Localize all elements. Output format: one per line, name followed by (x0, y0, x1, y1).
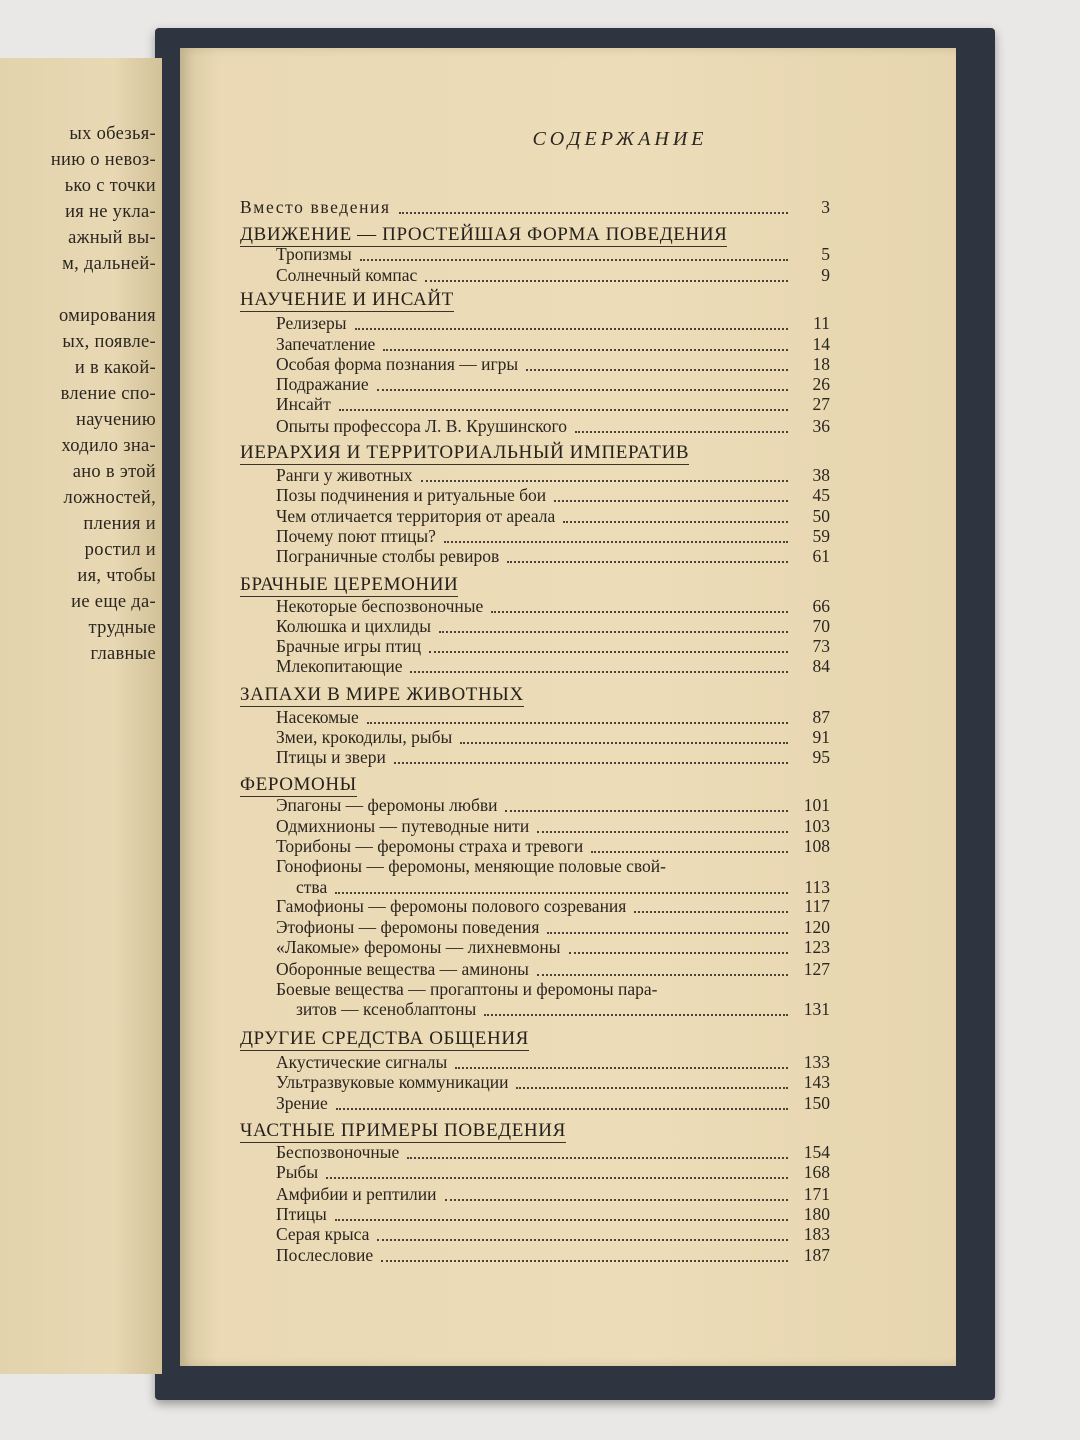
toc-page-number: 113 (804, 877, 830, 897)
toc-dot-leader (399, 192, 788, 214)
toc-entry-title: Ультразвуковые коммуникации (276, 1072, 509, 1092)
toc-page-number: 9 (821, 265, 830, 285)
toc-dot-leader (460, 722, 788, 744)
toc-entry-title: Млекопитающие (276, 656, 403, 676)
toc-page-number: 187 (803, 1245, 830, 1265)
toc-page-number: 38 (812, 465, 830, 485)
left-page-line: пления и (83, 514, 156, 534)
toc-page-number: 168 (803, 1162, 830, 1182)
toc-page-number: 84 (812, 656, 830, 676)
toc-entry (0, 747, 1080, 769)
toc-dot-leader (563, 501, 788, 523)
toc-entry (0, 546, 1080, 568)
toc-entry-title: Некоторые беспозвоночные (276, 596, 484, 616)
toc-entry-title: Вместо введения (240, 197, 391, 217)
toc-section-heading (240, 574, 458, 596)
toc-dot-leader (383, 329, 788, 351)
toc-entry-title: Подражание (276, 374, 369, 394)
toc-page-number: 117 (804, 896, 830, 916)
toc-section-title: ИЕРАРХИЯ И ТЕРРИТОРИАЛЬНЫЙ ИМПЕРАТИВ (240, 442, 690, 463)
toc-page-number: 123 (803, 937, 830, 957)
left-page-line: трудные (88, 618, 156, 638)
toc-page-number: 180 (803, 1204, 830, 1224)
toc-entry-title: Торибоны — феромоны страха и тревоги (276, 836, 584, 856)
toc-entry-title: «Лакомые» феромоны — лихневмоны (276, 937, 561, 957)
toc-page-number: 66 (812, 596, 830, 616)
toc-entry (0, 656, 1080, 678)
toc-entry-title: Оборонные вещества — аминоны (276, 959, 529, 979)
toc-entry-title: Птицы и звери (276, 747, 386, 767)
toc-dot-leader (439, 611, 788, 633)
toc-page-number: 73 (812, 636, 830, 656)
toc-entry (0, 465, 1080, 487)
toc-entry-title: ства (296, 877, 328, 897)
toc-page-number: 14 (812, 334, 830, 354)
toc-dot-leader (355, 308, 788, 330)
toc-section-title: ЗАПАХИ В МИРЕ ЖИВОТНЫХ (240, 684, 524, 705)
toc-dot-leader (444, 521, 788, 543)
toc-dot-leader (554, 480, 788, 502)
toc-dot-leader (367, 702, 788, 724)
toc-dot-leader (526, 349, 788, 371)
toc-dot-leader (591, 831, 788, 853)
left-page-line: ано в этой (72, 462, 156, 482)
toc-entry-title: Беспозвоночные (276, 1142, 400, 1162)
toc-section-title: ДВИЖЕНИЕ — ПРОСТЕЙШАЯ ФОРМА ПОВЕДЕНИЯ (240, 224, 728, 245)
toc-entry-title: Брачные игры птиц (276, 636, 422, 656)
toc-page-number: 154 (803, 1142, 830, 1162)
toc-entry-title: Солнечный компас (276, 265, 418, 285)
toc-dot-leader (377, 1219, 788, 1241)
toc-entry-title: Инсайт (276, 394, 331, 414)
toc-page-number: 36 (812, 416, 830, 436)
toc-entry (0, 197, 1080, 219)
toc-dot-leader (455, 1047, 788, 1069)
left-page-line: ых обезья- (69, 124, 156, 144)
toc-page-number: 91 (812, 727, 830, 747)
toc-entry (0, 265, 1080, 287)
toc-entry-title: Амфибии и рептилии (276, 1184, 437, 1204)
toc-dot-leader (425, 260, 788, 282)
toc-entry-title: Птицы (276, 1204, 327, 1224)
toc-dot-leader (410, 651, 788, 673)
toc-dot-leader (360, 239, 788, 261)
toc-dot-leader (377, 369, 788, 391)
toc-entry-title: Насекомые (276, 707, 359, 727)
toc-page-number: 45 (812, 485, 830, 505)
toc-page-number: 127 (803, 959, 830, 979)
left-page-line: ия не укла- (65, 202, 156, 222)
toc-entry-title: Серая крыса (276, 1224, 370, 1244)
toc-title (0, 128, 1080, 151)
left-page-line: нию о невоз- (50, 150, 156, 170)
toc-dot-leader (484, 994, 788, 1016)
toc-dot-leader (394, 742, 788, 764)
toc-dot-leader (407, 1137, 788, 1159)
toc-dot-leader (537, 811, 788, 833)
toc-page-number: 103 (803, 816, 830, 836)
toc-entry (0, 999, 1080, 1021)
left-page-line: м, дальней- (62, 254, 156, 274)
toc-page-number: 95 (812, 747, 830, 767)
toc-entry-title: Акустические сигналы (276, 1052, 448, 1072)
toc-section-title: ДРУГИЕ СРЕДСТВА ОБЩЕНИЯ (240, 1028, 529, 1049)
toc-dot-leader (421, 460, 788, 482)
toc-entry-title: Запечатление (276, 334, 376, 354)
toc-page-number: 3 (821, 197, 830, 217)
toc-dot-leader (634, 891, 788, 913)
toc-dot-leader (575, 411, 788, 433)
toc-dot-leader (547, 912, 788, 934)
toc-entry-title: Этофионы — феромоны поведения (276, 917, 540, 937)
toc-entry-title: Почему поют птицы? (276, 526, 436, 546)
toc-dot-leader (569, 932, 788, 954)
toc-page-number: 108 (803, 836, 830, 856)
toc-entry-title: Эпагоны — феромоны любви (276, 795, 498, 815)
toc-page-number: 27 (812, 394, 830, 414)
toc-entry (0, 1093, 1080, 1115)
toc-entry (0, 416, 1080, 438)
left-page-line: ия, чтобы (77, 566, 156, 586)
toc-section-title: ФЕРОМОНЫ (240, 774, 357, 795)
left-page-line: ростил и (84, 540, 156, 560)
toc-entry-title: Релизеры (276, 313, 347, 333)
toc-entry-title: Позы подчинения и ритуальные бои (276, 485, 547, 505)
toc-entry (0, 394, 1080, 416)
left-page-line: вление спо- (60, 384, 156, 404)
toc-dot-leader (381, 1240, 788, 1262)
toc-dot-leader (537, 954, 788, 976)
toc-entry-title: Тропизмы (276, 244, 352, 264)
toc-entry-title: Рыбы (276, 1162, 319, 1182)
left-page-line: и в какой- (74, 358, 156, 378)
toc-dot-leader (516, 1067, 788, 1089)
toc-dot-leader (336, 1088, 788, 1110)
toc-section-title: НАУЧЕНИЕ И ИНСАЙТ (240, 289, 454, 310)
toc-entry-title: Опыты профессора Л. В. Крушинского (276, 416, 567, 436)
toc-page-number: 61 (812, 546, 830, 566)
toc-entry-title: зитов — ксеноблаптоны (296, 999, 477, 1019)
toc-title-text: СОДЕРЖАНИЕ (532, 128, 708, 150)
toc-section-heading (240, 774, 357, 796)
toc-entry-title: Гамофионы — феромоны полового созревания (276, 896, 627, 916)
toc-page-number: 18 (812, 354, 830, 374)
toc-entry (0, 836, 1080, 858)
toc-page-number: 59 (812, 526, 830, 546)
toc-page-number: 143 (803, 1072, 830, 1092)
toc-page-number: 26 (812, 374, 830, 394)
toc-entry (0, 1245, 1080, 1267)
left-page-line: научению (76, 410, 156, 430)
toc-page-number: 11 (813, 313, 830, 333)
toc-entry-title: Особая форма познания — игры (276, 354, 519, 374)
toc-entry-title: Пограничные столбы ревиров (276, 546, 500, 566)
toc-section-title: БРАЧНЫЕ ЦЕРЕМОНИИ (240, 574, 459, 595)
toc-dot-leader (507, 541, 788, 563)
toc-entry-title: Чем отличается территория от ареала (276, 506, 556, 526)
toc-entry-title: Послесловие (276, 1245, 374, 1265)
toc-page-number: 87 (812, 707, 830, 727)
left-page-line: ие еще да- (71, 592, 156, 612)
toc-page-number: 171 (803, 1184, 830, 1204)
toc-entry (0, 485, 1080, 507)
left-page-line: главные (90, 644, 156, 664)
toc-dot-leader (505, 790, 788, 812)
toc-entry-title: Змеи, крокодилы, рыбы (276, 727, 453, 747)
toc-page-number: 70 (812, 616, 830, 636)
toc-page-number: 133 (803, 1052, 830, 1072)
toc-entry (0, 959, 1080, 981)
toc-entry (0, 896, 1080, 918)
toc-page-number: 120 (803, 917, 830, 937)
toc-dot-leader (339, 389, 788, 411)
toc-dot-leader (326, 1157, 788, 1179)
toc-page-number: 101 (803, 795, 830, 815)
toc-entry-title: Колюшка и цихлиды (276, 616, 431, 636)
left-page-line: ых, появле- (62, 332, 156, 352)
toc-page-number: 131 (803, 999, 830, 1019)
left-page-line: ходило зна- (61, 436, 156, 456)
toc-page-number: 150 (803, 1093, 830, 1113)
toc-dot-leader (491, 591, 788, 613)
toc-entry-title: Боевые вещества — прогаптоны и феромоны пара- (276, 979, 658, 999)
toc-page-number: 50 (812, 506, 830, 526)
left-page-line: ько с точки (64, 176, 156, 196)
left-page-line: омирования (58, 306, 156, 326)
left-page-line: ложностей, (63, 488, 156, 508)
toc-entry (0, 917, 1080, 939)
toc-entry (0, 816, 1080, 838)
toc-dot-leader (445, 1179, 788, 1201)
left-page-line: ажный вы- (68, 228, 156, 248)
toc-page-number: 5 (821, 244, 830, 264)
toc-dot-leader (335, 1199, 788, 1221)
toc-entry-title: Ранги у животных (276, 465, 413, 485)
toc-entry-title: Гонофионы — феромоны, меняющие половые свой- (276, 856, 666, 876)
toc-page-number: 183 (803, 1224, 830, 1244)
toc-entry-title: Одмихнионы — путеводные нити (276, 816, 530, 836)
toc-entry-title: Зрение (276, 1093, 328, 1113)
toc-section-title: ЧАСТНЫЕ ПРИМЕРЫ ПОВЕДЕНИЯ (240, 1120, 566, 1141)
toc-dot-leader (429, 631, 788, 653)
